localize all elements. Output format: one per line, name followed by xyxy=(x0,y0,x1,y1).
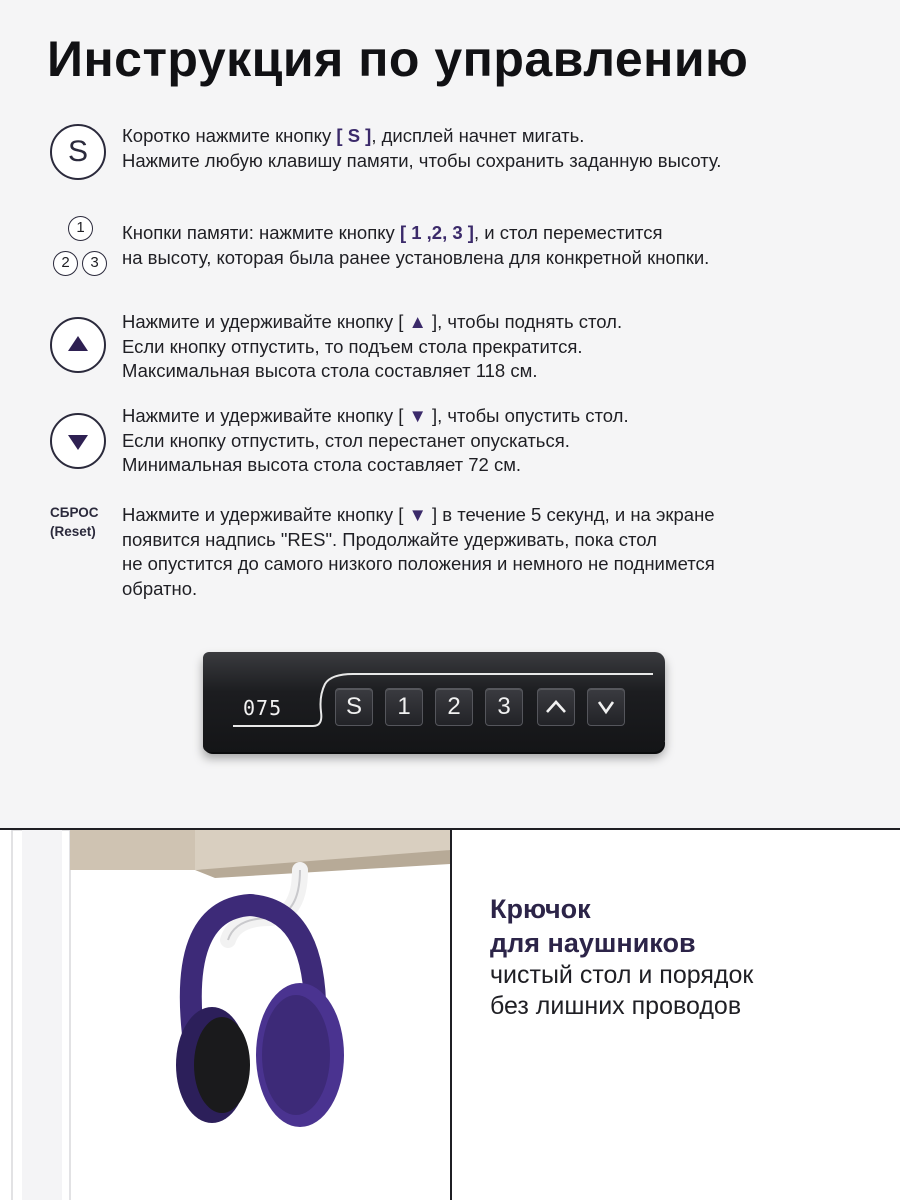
text-line: Нажмите любую клавишу памяти, чтобы сохранить заданную высоту. xyxy=(122,149,722,171)
headphones-hook-photo xyxy=(0,830,450,1200)
reset-label-en: (Reset) xyxy=(50,524,96,539)
panel-face xyxy=(203,652,665,752)
page-title: Инструкция по управлению xyxy=(47,31,749,87)
chevron-down-icon xyxy=(588,689,624,725)
key-1 xyxy=(385,688,423,726)
digit: 3 xyxy=(90,254,99,271)
text-part: ], чтобы поднять стол. xyxy=(426,311,623,332)
text-part: , дисплей начнет мигать. xyxy=(371,125,585,146)
key-label: 2 xyxy=(447,693,461,720)
text-line: Если кнопку отпустить, стол перестанет опускаться. xyxy=(122,429,570,451)
text-part: Нажмите и удерживайте кнопку [ xyxy=(122,405,409,426)
reset-label xyxy=(50,503,110,541)
text-highlight: [ 1 ,2, 3 ] xyxy=(399,222,474,243)
s-button-icon xyxy=(50,124,106,180)
text-highlight: ▼ xyxy=(408,504,427,525)
vertical-divider xyxy=(450,830,452,1200)
instruction-s-text xyxy=(122,124,862,173)
hook-subtitle-line: без лишних проводов xyxy=(490,992,742,1020)
instruction-memory-text xyxy=(122,221,862,270)
instruction-down-text xyxy=(122,404,862,478)
key-2 xyxy=(435,688,473,726)
s-letter: S xyxy=(67,135,88,168)
instruction-up-text xyxy=(122,310,862,384)
digit: 1 xyxy=(76,219,85,236)
reset-label-ru: СБРОС xyxy=(50,505,99,520)
text-highlight: ▼ xyxy=(408,405,427,426)
control-panel xyxy=(195,648,675,760)
hook-subtitle xyxy=(490,960,870,1022)
key-s xyxy=(335,688,373,726)
key-label: 1 xyxy=(397,693,411,720)
memory-2-icon xyxy=(53,251,78,276)
height-display: 075 xyxy=(243,696,283,720)
text-part: ], чтобы опустить стол. xyxy=(426,405,629,426)
instruction-up xyxy=(0,310,900,390)
instruction-down xyxy=(0,404,900,484)
text-part: ] в течение 5 секунд, и на экране xyxy=(426,504,715,525)
hook-title-line: Крючок xyxy=(490,894,591,924)
key-label: S xyxy=(345,693,362,720)
triangle-down-icon xyxy=(68,435,88,450)
text-highlight: [ S ] xyxy=(336,125,372,146)
text-line: не опустится до самого низкого положения и немного не поднимется xyxy=(122,553,715,574)
arrow-down-icon xyxy=(50,413,106,469)
text-line: обратно. xyxy=(122,577,198,599)
headphones-illustration xyxy=(0,830,450,1200)
arrow-up-icon xyxy=(50,317,106,373)
instruction-reset xyxy=(0,503,900,603)
text-part: Нажмите и удерживайте кнопку [ xyxy=(122,311,409,332)
hook-title xyxy=(490,892,870,960)
key-label: 3 xyxy=(497,693,511,720)
text-part: Нажмите и удерживайте кнопку [ xyxy=(122,504,409,525)
text-line: Максимальная высота стола составляет 118 см. xyxy=(122,360,538,381)
key-3 xyxy=(485,688,523,726)
hook-subtitle-line: чистый стол и порядок xyxy=(490,961,754,989)
text-part: Коротко нажмите кнопку xyxy=(122,125,337,146)
triangle-up-icon xyxy=(68,336,88,351)
text-highlight: ▲ xyxy=(408,311,427,332)
instruction-memory xyxy=(0,215,900,285)
memory-1-icon xyxy=(68,216,93,241)
text-line: Если кнопку отпустить, то подъем стола прекратится. xyxy=(122,335,583,357)
memory-3-icon xyxy=(82,251,107,276)
text-line: на высоту, которая была ранее установлена для конкретной кнопки. xyxy=(122,246,710,268)
digit: 2 xyxy=(61,254,70,271)
key-down xyxy=(587,688,625,726)
hook-section xyxy=(0,828,900,1200)
text-part: Кнопки памяти: нажмите кнопку xyxy=(122,222,400,243)
instruction-reset-text xyxy=(122,503,862,601)
text-line: появится надпись "RES". Продолжайте удерживать, пока стол xyxy=(122,528,657,550)
text-part: , и стол переместится xyxy=(473,222,663,243)
instruction-s xyxy=(0,120,900,190)
hook-title-line: для наушников xyxy=(490,928,696,958)
chevron-up-icon xyxy=(538,689,574,725)
key-up xyxy=(537,688,575,726)
text-line: Минимальная высота стола составляет 72 см. xyxy=(122,454,522,475)
